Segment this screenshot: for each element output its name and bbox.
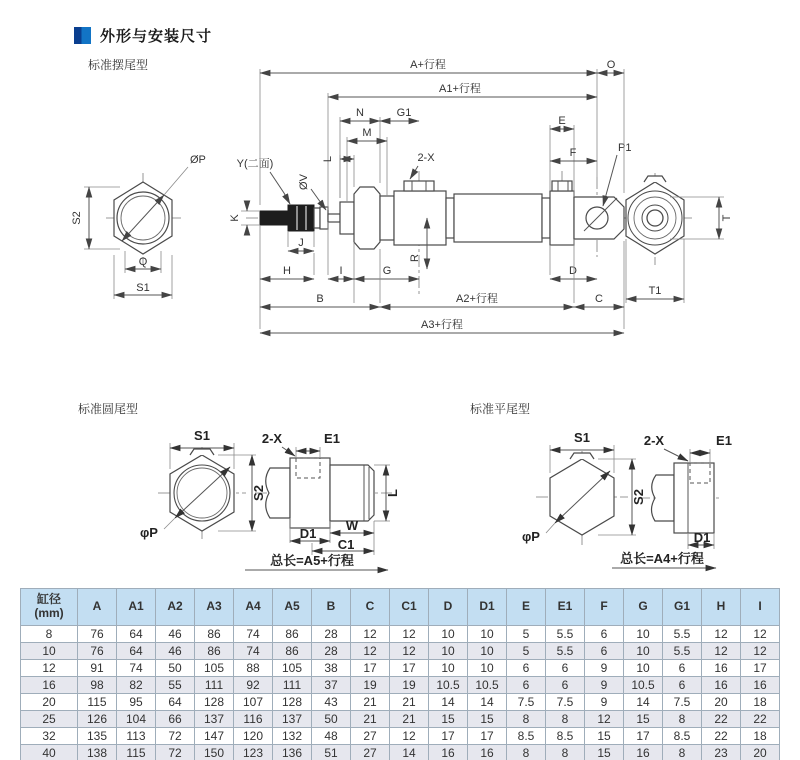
table-cell: 16 <box>468 745 507 760</box>
table-cell: 6 <box>663 677 702 694</box>
table-header-cell: D <box>429 589 468 626</box>
table-cell: 22 <box>702 711 741 728</box>
table-cell: 16 <box>429 745 468 760</box>
table-cell: 38 <box>312 660 351 677</box>
dim-d1: D1 <box>693 530 711 545</box>
dim-s1: S1 <box>574 430 590 445</box>
table-cell: 10 <box>21 643 78 660</box>
table-row <box>21 728 780 745</box>
dim-g: G <box>382 265 392 277</box>
dim-t: T <box>721 214 733 222</box>
table-row <box>21 643 780 660</box>
table-cell: 14 <box>624 694 663 711</box>
table-cell: 10 <box>624 626 663 643</box>
table-cell: 10 <box>468 626 507 643</box>
table-cell: 72 <box>156 728 195 745</box>
table-cell: 18 <box>741 728 780 745</box>
table-cell: 135 <box>78 728 117 745</box>
table-cell: 9 <box>585 677 624 694</box>
table-row <box>21 626 780 643</box>
dim-s2: S2 <box>251 485 266 501</box>
table-cell: 12 <box>351 626 390 643</box>
table-cell: 5 <box>507 626 546 643</box>
table-cell: 17 <box>741 660 780 677</box>
table-cell: 111 <box>273 677 312 694</box>
dim-a1-stroke: A1+行程 <box>439 83 481 95</box>
table-header-cell: H <box>702 589 741 626</box>
table-cell: 86 <box>273 643 312 660</box>
dim-a2-stroke: A2+行程 <box>456 293 498 305</box>
table-cell: 12 <box>702 643 741 660</box>
table-cell: 18 <box>741 694 780 711</box>
table-cell: 23 <box>702 745 741 760</box>
dim-m: M <box>362 127 372 139</box>
table-header-cell: G1 <box>663 589 702 626</box>
table-cell: 147 <box>195 728 234 745</box>
table-cell: 126 <box>78 711 117 728</box>
table-cell: 12 <box>741 626 780 643</box>
dim-c: C <box>595 293 603 305</box>
table-cell: 64 <box>117 626 156 643</box>
dim-phi-p: ØP <box>190 154 206 166</box>
dim-table-body <box>21 626 780 760</box>
table-cell: 12 <box>21 660 78 677</box>
table-cell: 17 <box>351 660 390 677</box>
table-cell: 10.5 <box>429 677 468 694</box>
section-header <box>74 25 212 46</box>
table-cell: 64 <box>117 643 156 660</box>
table-cell: 22 <box>741 711 780 728</box>
table-cell: 28 <box>312 643 351 660</box>
table-cell: 115 <box>117 745 156 760</box>
table-cell: 137 <box>273 711 312 728</box>
table-cell: 32 <box>21 728 78 745</box>
dim-g1: G1 <box>396 107 412 119</box>
table-cell: 72 <box>156 745 195 760</box>
dim-e1: E1 <box>716 433 732 448</box>
dim-b: B <box>316 293 324 305</box>
table-cell: 21 <box>351 694 390 711</box>
table-cell: 27 <box>351 728 390 745</box>
table-header-cell: B <box>312 589 351 626</box>
table-cell: 10.5 <box>468 677 507 694</box>
table-header-cell: E <box>507 589 546 626</box>
table-cell: 48 <box>312 728 351 745</box>
table-cell: 10 <box>468 660 507 677</box>
table-cell: 10.5 <box>624 677 663 694</box>
table-cell: 76 <box>78 643 117 660</box>
dim-total-length: 总长=A5+行程 <box>270 553 354 568</box>
table-row <box>21 694 780 711</box>
dim-e1: E1 <box>324 431 340 446</box>
table-header-cell: A <box>78 589 117 626</box>
table-cell: 10 <box>429 626 468 643</box>
table-cell: 113 <box>117 728 156 745</box>
table-cell: 105 <box>273 660 312 677</box>
table-header-cell: G <box>624 589 663 626</box>
table-cell: 8.5 <box>663 728 702 745</box>
table-cell: 86 <box>195 626 234 643</box>
table-cell: 22 <box>702 728 741 745</box>
table-cell: 8 <box>663 745 702 760</box>
dim-t1: T1 <box>648 285 662 297</box>
dim-d1: D1 <box>299 526 317 541</box>
table-cell: 46 <box>156 643 195 660</box>
table-cell: 5 <box>507 643 546 660</box>
flat-tail-drawing <box>440 423 760 598</box>
table-cell: 21 <box>390 694 429 711</box>
table-cell: 92 <box>234 677 273 694</box>
dim-h: H <box>283 265 291 277</box>
dim-j: J <box>298 237 304 249</box>
table-cell: 14 <box>429 694 468 711</box>
table-cell: 6 <box>507 660 546 677</box>
table-cell: 16 <box>741 677 780 694</box>
table-cell: 86 <box>195 643 234 660</box>
flat-type-label: 标准平尾型 <box>470 402 531 416</box>
table-cell: 50 <box>156 660 195 677</box>
table-cell: 9 <box>585 694 624 711</box>
dim-k: K <box>229 214 241 222</box>
table-cell: 5.5 <box>546 626 585 643</box>
dim-s1: S1 <box>136 282 150 294</box>
table-cell: 20 <box>741 745 780 760</box>
table-cell: 74 <box>234 626 273 643</box>
table-cell: 55 <box>156 677 195 694</box>
swing-rear-view <box>626 176 733 303</box>
table-cell: 98 <box>78 677 117 694</box>
table-header-bore: 缸径 (mm) <box>21 589 78 626</box>
table-cell: 19 <box>351 677 390 694</box>
table-cell: 88 <box>234 660 273 677</box>
table-cell: 43 <box>312 694 351 711</box>
flat-front-view <box>522 430 646 544</box>
table-cell: 8.5 <box>546 728 585 745</box>
table-cell: 12 <box>390 643 429 660</box>
table-header-cell: I <box>741 589 780 626</box>
table-cell: 16 <box>702 660 741 677</box>
table-cell: 12 <box>351 643 390 660</box>
table-header-cell: C <box>351 589 390 626</box>
callout-two-x: 2-X <box>261 431 283 446</box>
flat-side-view <box>652 463 715 533</box>
swing-type-label: 标准摆尾型 <box>88 58 149 72</box>
table-cell: 7.5 <box>546 694 585 711</box>
table-cell: 14 <box>390 745 429 760</box>
callout-p1: P1 <box>618 142 632 154</box>
table-cell: 116 <box>234 711 273 728</box>
table-cell: 40 <box>21 745 78 760</box>
table-cell: 91 <box>78 660 117 677</box>
table-cell: 105 <box>195 660 234 677</box>
table-cell: 8.5 <box>507 728 546 745</box>
table-cell: 12 <box>702 626 741 643</box>
table-cell: 9 <box>585 660 624 677</box>
table-cell: 15 <box>624 711 663 728</box>
table-cell: 50 <box>312 711 351 728</box>
dim-c1: C1 <box>337 537 355 552</box>
table-cell: 10 <box>624 660 663 677</box>
table-cell: 19 <box>390 677 429 694</box>
table-cell: 111 <box>195 677 234 694</box>
dim-r: R <box>409 254 421 262</box>
dim-e: E <box>558 115 566 127</box>
round-type-label: 标准圆尾型 <box>78 402 139 416</box>
table-cell: 137 <box>195 711 234 728</box>
table-cell: 15 <box>468 711 507 728</box>
table-cell: 21 <box>390 711 429 728</box>
dim-total-length: 总长=A4+行程 <box>620 551 704 566</box>
table-cell: 107 <box>234 694 273 711</box>
table-cell: 104 <box>117 711 156 728</box>
dimension-table-wrap <box>20 588 780 760</box>
table-cell: 25 <box>21 711 78 728</box>
swing-tail-drawing <box>20 55 780 365</box>
table-header-cell: A1 <box>117 589 156 626</box>
swing-side-view <box>260 181 624 249</box>
table-cell: 8 <box>21 626 78 643</box>
table-cell: 10 <box>429 643 468 660</box>
dim-l: L <box>385 489 400 497</box>
table-cell: 8 <box>663 711 702 728</box>
page-title: 外形与安装尺寸 <box>100 28 213 45</box>
table-cell: 14 <box>468 694 507 711</box>
callout-two-x: 2-X <box>643 433 665 448</box>
table-cell: 128 <box>195 694 234 711</box>
table-cell: 51 <box>312 745 351 760</box>
dim-o: O <box>606 59 616 71</box>
swing-front-view <box>71 154 206 299</box>
table-cell: 86 <box>273 626 312 643</box>
table-cell: 12 <box>741 643 780 660</box>
dim-a3-stroke: A3+行程 <box>421 319 463 331</box>
table-cell: 74 <box>117 660 156 677</box>
table-cell: 12 <box>585 711 624 728</box>
dim-a-stroke: A+行程 <box>410 59 446 71</box>
table-cell: 15 <box>585 745 624 760</box>
table-cell: 132 <box>273 728 312 745</box>
table-cell: 6 <box>663 660 702 677</box>
table-row <box>21 745 780 760</box>
table-cell: 10 <box>624 643 663 660</box>
table-cell: 95 <box>117 694 156 711</box>
dimension-table <box>20 588 780 760</box>
table-header-cell: A5 <box>273 589 312 626</box>
dim-d: D <box>569 265 577 277</box>
table-cell: 8 <box>546 711 585 728</box>
table-cell: 5.5 <box>663 643 702 660</box>
table-cell: 6 <box>546 660 585 677</box>
table-cell: 74 <box>234 643 273 660</box>
table-header-cell: A2 <box>156 589 195 626</box>
table-cell: 120 <box>234 728 273 745</box>
dim-phi-p: φP <box>522 529 540 544</box>
table-cell: 28 <box>312 626 351 643</box>
table-row <box>21 711 780 728</box>
table-cell: 46 <box>156 626 195 643</box>
table-cell: 12 <box>390 728 429 745</box>
dim-n: N <box>356 107 364 119</box>
table-cell: 64 <box>156 694 195 711</box>
table-cell: 27 <box>351 745 390 760</box>
table-cell: 5.5 <box>546 643 585 660</box>
table-cell: 7.5 <box>507 694 546 711</box>
round-tail-drawing <box>40 423 420 598</box>
table-cell: 21 <box>351 711 390 728</box>
table-cell: 6 <box>507 677 546 694</box>
callout-phi-v: ØV <box>298 174 310 190</box>
table-cell: 8 <box>507 745 546 760</box>
table-cell: 16 <box>702 677 741 694</box>
dim-i: I <box>339 265 343 277</box>
table-cell: 66 <box>156 711 195 728</box>
table-header-cell: F <box>585 589 624 626</box>
dim-q: Q <box>138 256 148 268</box>
callout-y-two-flats: Y(二面) <box>236 158 274 170</box>
dim-w: W <box>345 518 359 533</box>
dim-l: L <box>322 155 334 163</box>
dim-table-head-row <box>21 589 780 626</box>
table-cell: 115 <box>78 694 117 711</box>
table-cell: 17 <box>624 728 663 745</box>
table-cell: 6 <box>585 643 624 660</box>
dim-s2: S2 <box>71 211 83 225</box>
table-cell: 128 <box>273 694 312 711</box>
table-cell: 16 <box>624 745 663 760</box>
table-cell: 150 <box>195 745 234 760</box>
table-cell: 16 <box>21 677 78 694</box>
table-cell: 6 <box>546 677 585 694</box>
table-cell: 20 <box>702 694 741 711</box>
table-cell: 15 <box>585 728 624 745</box>
round-front-view <box>140 428 266 540</box>
table-row <box>21 660 780 677</box>
dim-s2: S2 <box>631 489 646 505</box>
table-cell: 17 <box>429 728 468 745</box>
table-cell: 10 <box>429 660 468 677</box>
callout-two-x: 2-X <box>417 152 435 164</box>
table-cell: 10 <box>468 643 507 660</box>
table-cell: 82 <box>117 677 156 694</box>
table-cell: 8 <box>507 711 546 728</box>
table-cell: 17 <box>390 660 429 677</box>
table-cell: 20 <box>21 694 78 711</box>
table-cell: 136 <box>273 745 312 760</box>
table-header-cell: E1 <box>546 589 585 626</box>
table-cell: 5.5 <box>663 626 702 643</box>
table-cell: 8 <box>546 745 585 760</box>
table-cell: 6 <box>585 626 624 643</box>
table-header-cell: D1 <box>468 589 507 626</box>
table-cell: 76 <box>78 626 117 643</box>
table-cell: 138 <box>78 745 117 760</box>
dim-f: F <box>569 147 577 159</box>
table-cell: 123 <box>234 745 273 760</box>
table-header-cell: A4 <box>234 589 273 626</box>
table-cell: 37 <box>312 677 351 694</box>
dim-phi-p: φP <box>140 525 158 540</box>
dim-s1: S1 <box>194 428 210 443</box>
table-cell: 12 <box>390 626 429 643</box>
table-cell: 17 <box>468 728 507 745</box>
table-cell: 7.5 <box>663 694 702 711</box>
table-row <box>21 677 780 694</box>
table-header-cell: A3 <box>195 589 234 626</box>
table-cell: 15 <box>429 711 468 728</box>
table-header-cell: C1 <box>390 589 429 626</box>
section-bullet-icon <box>74 27 91 44</box>
